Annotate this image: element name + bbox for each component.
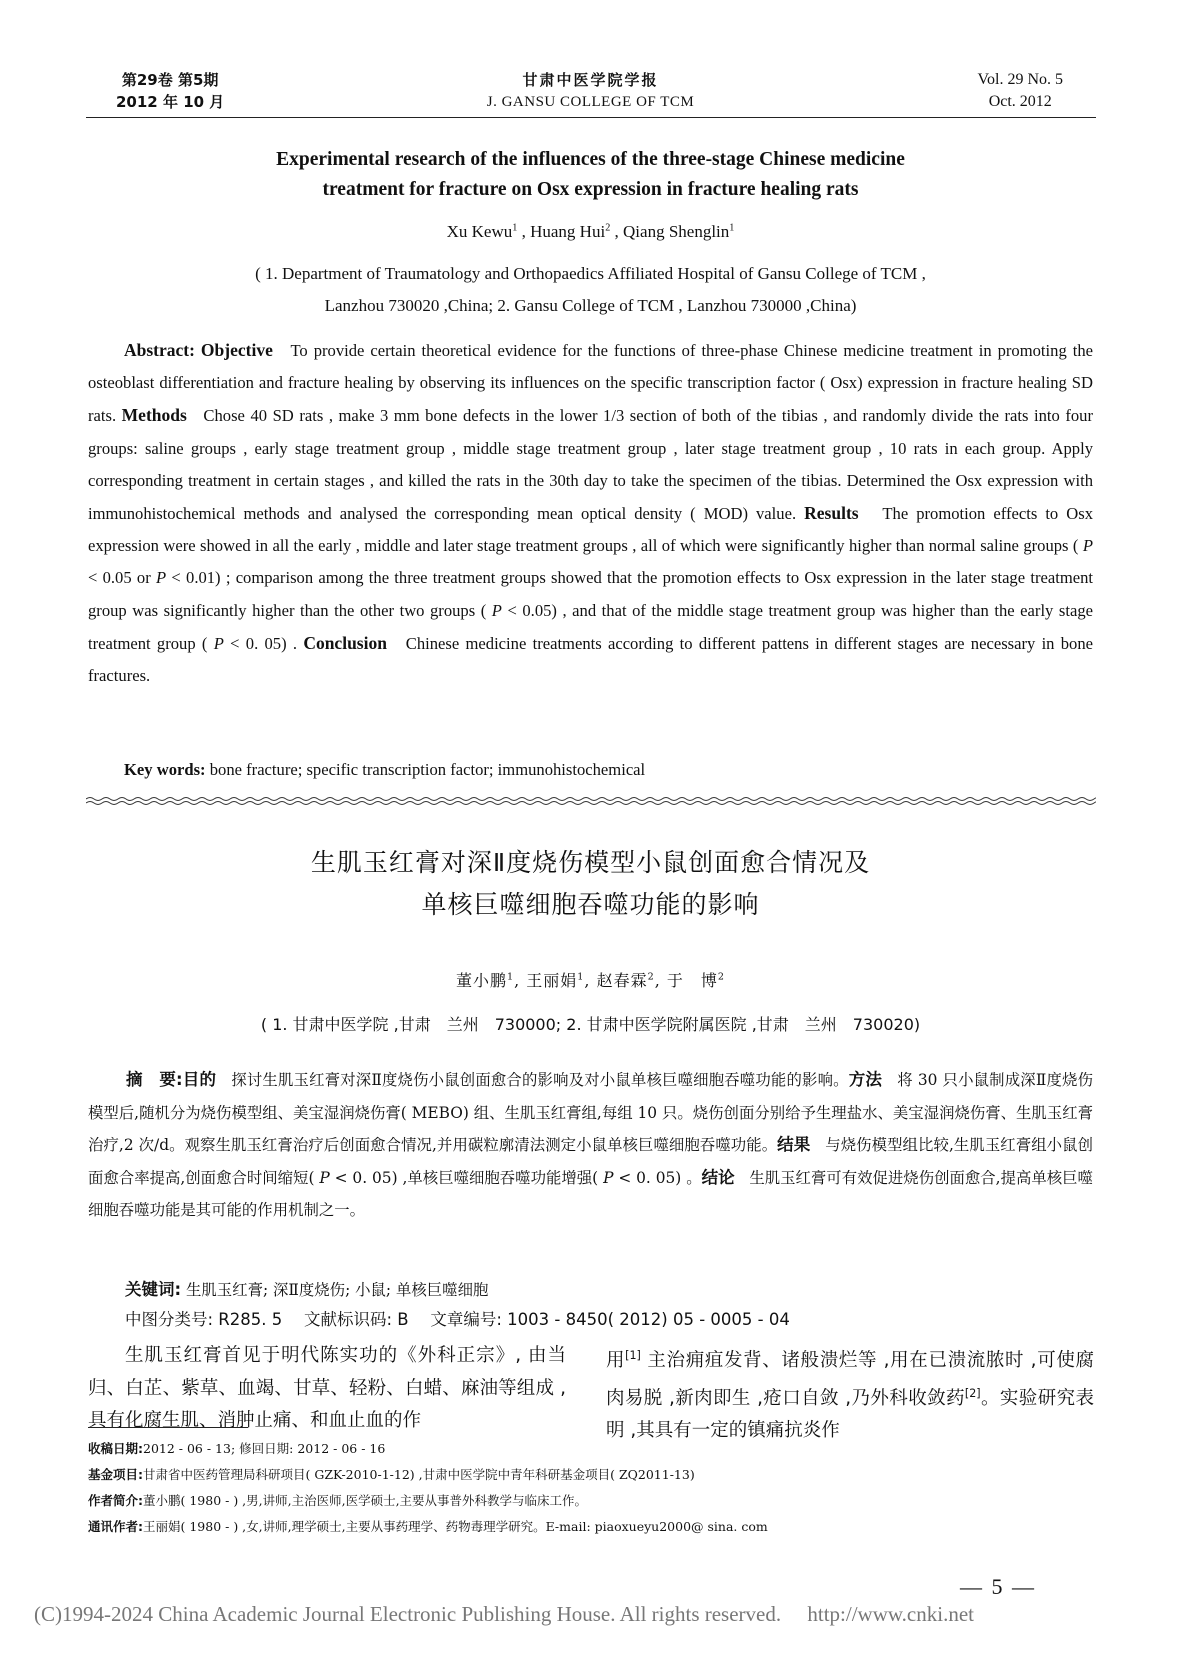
cn-results-label: 结果 <box>777 1135 811 1154</box>
cn-results-text: 与烧伤模型组比较,生肌玉红膏组小鼠创面愈合率提高,创面愈合时间缩短( <box>88 1136 1093 1187</box>
keywords-label: Key words: <box>124 760 206 779</box>
classification-line: 中图分类号: R285. 5 文献标识码: B 文章编号: 1003 - 8450( 2012) 05 - 0005 - 04 <box>125 1310 790 1329</box>
cn-p-symbol: P <box>603 1168 614 1187</box>
volume-en: Vol. 29 No. 5 <box>977 71 1063 88</box>
cn-abstract-label: 摘 要: <box>126 1070 183 1089</box>
p-symbol: P <box>1082 536 1093 556</box>
page-number: — 5 — <box>960 1574 1036 1599</box>
body-left-text: 生肌玉红膏首见于明代陈实功的《外科正宗》, 由当归、白芷、紫草、血竭、甘草、轻粉、白蜡、麻油等组成 ,具有化腐生肌、消肿止痛、和血止血的作 <box>88 1345 566 1431</box>
cn-author-3-affil: 2 <box>647 971 655 983</box>
p-symbol: P <box>213 633 224 653</box>
methods-label: Methods <box>121 405 187 426</box>
date-en: Oct. 2012 <box>988 93 1052 110</box>
cn-author-2: 王丽娟 <box>526 971 578 990</box>
cn-methods-text: 将 30 只小鼠制成深Ⅱ度烧伤模型后,随机分为烧伤模型组、美宝湿润烧伤膏( MEBO) 组、生肌玉红膏组,每组 10 只。烧伤创面分别给予生理盐水、美宝湿润烧伤膏、生肌玉红膏治疗,2 次/d。观察生肌玉红膏治疗后创面愈合情况,并用碳粒廓清法测定小鼠单核巨噬细胞吞噬功能。 <box>88 1071 1093 1154</box>
results-text-2: < 0.05 or <box>88 568 151 588</box>
footnote-fund <box>88 1462 1098 1488</box>
author-1: Xu Kewu <box>446 222 513 241</box>
cn-author-3: 赵春霖 <box>596 971 648 990</box>
received-label: 收稿日期: <box>88 1441 143 1456</box>
author-3-affil: 1 <box>729 222 735 234</box>
copyright-text: (C)1994-2024 China Academic Journal Electronic Publishing House. All rights reserved. <box>34 1602 782 1626</box>
cn-objective-text: 探讨生肌玉红膏对深Ⅱ度烧伤小鼠创面愈合的影响及对小鼠单核巨噬细胞吞噬功能的影响。 <box>231 1071 849 1089</box>
results-text-5: < 0. 05) . <box>230 633 298 653</box>
results-text-1: The promotion effects to Osx expression were showed in all the early , middle and later stage treatment groups , all of which were significantly higher than normal saline groups ( <box>88 504 1093 556</box>
cn-conclusion-text: 生肌玉红膏可有效促进烧伤创面愈合,提高单核巨噬细胞吞噬功能是其可能的作用机制之一。 <box>88 1168 1093 1219</box>
cn-author-1-affil: 1 <box>507 971 515 983</box>
header-rule <box>86 117 1096 118</box>
author-2-affil: 2 <box>605 222 611 234</box>
conclusion-label: Conclusion <box>303 632 387 653</box>
journal-name-en: J. GANSU COLLEGE OF TCM <box>486 94 695 110</box>
cn-author-4-affil: 2 <box>717 971 725 983</box>
author-bio-text: 董小鹏( 1980 - ) ,男,讲师,主治医师,医学硕士,主要从事普外科教学与临床工作。 <box>143 1493 588 1508</box>
p-symbol: P <box>156 568 167 588</box>
english-title <box>0 145 1181 205</box>
english-keywords <box>124 760 645 780</box>
chinese-title-line-2: 单核巨噬细胞吞噬功能的影响 <box>421 890 760 919</box>
cn-results-text-2: < 0. 05) ,单核巨噬细胞吞噬功能增强( <box>334 1168 599 1187</box>
english-abstract <box>88 334 1093 692</box>
body-right-text-2: 主治痈疽发背、诸般溃烂等 ,用在已溃流脓时 ,可使腐肉易脱 ,新肉即生 ,疮口自敛 ,乃外科收敛药 <box>606 1350 1094 1409</box>
results-label: Results <box>804 503 859 524</box>
objective-text: To provide certain theoretical evidence for the functions of three-phase Chinese medicine treatment in promoting the osteoblast differentiation and fracture healing by observing its influences on the specific transcription factor ( Osx) expression in fracture healing SD rats. <box>88 341 1093 426</box>
chinese-title-line-1: 生肌玉红膏对深Ⅱ度烧伤模型小鼠创面愈合情况及 <box>310 848 871 877</box>
cn-methods-label: 方法 <box>848 1070 883 1089</box>
footnotes <box>88 1436 1098 1540</box>
journal-volume-issue-en <box>978 69 1064 113</box>
cn-keywords-text: 生肌玉红膏; 深Ⅱ度烧伤; 小鼠; 单核巨噬细胞 <box>186 1281 489 1299</box>
journal-name-cn: 甘肃中医学院学报 <box>522 71 659 89</box>
english-authors: Xu Kewu$^1$ , Huang Hui$^2$ , Qiang Shenglin$^1$ <box>446 222 735 241</box>
affiliation-line-2: Lanzhou 730020 ,China; 2. Gansu College of TCM , Lanzhou 730000 ,China) <box>324 296 857 315</box>
footnote-corresponding <box>88 1514 1098 1540</box>
english-title-line-2: treatment for fracture on Osx expression in fracture healing rats <box>322 179 859 200</box>
copyright-url[interactable]: http://www.cnki.net <box>807 1602 974 1626</box>
chinese-keywords <box>125 1276 488 1300</box>
fund-label: 基金项目: <box>88 1467 143 1482</box>
cn-author-1: 董小鹏 <box>455 971 507 990</box>
chinese-title <box>0 842 1181 926</box>
date-cn: 2012 年 10 月 <box>116 93 225 111</box>
results-text-3: < 0.01) ; comparison among the three treatment groups showed that the promotion effects to Osx expression in the later stage treatment group was significantly higher than the other two groups ( <box>88 568 1094 620</box>
author-2: Huang Hui <box>530 222 606 241</box>
cn-results-text-3: < 0. 05) 。 <box>618 1168 702 1187</box>
conclusion-text: Chinese medicine treatments according to different pattens in different stages are necessary in bone fractures. <box>88 633 1093 686</box>
english-title-line-1: Experimental research of the influences of the three-stage Chinese medicine <box>276 149 905 170</box>
results-text-4: < 0.05) , and that of the middle stage treatment group was higher than the early stage treatment group ( <box>88 600 1093 653</box>
affiliation-line-1: ( 1. Department of Traumatology and Orthopaedics Affiliated Hospital of Gansu College of TCM , <box>255 264 926 283</box>
methods-text: Chose 40 SD rats , make 3 mm bone defects in the lower 1/3 section of both of the tibias , and randomly divide the rats into four groups: saline groups , early stage treatment group , middle stage treatment group , later stage treatment group , 10 rats in each group. Apply corresponding treatment in certain stages , and killed the rats in the 30th day to take the specimen of the tibias. Determined the Osx expression with immunohistochemical methods and analysed the corresponding mean optical density ( MOD) value. <box>88 406 1093 524</box>
cn-conclusion-label: 结论 <box>701 1167 735 1187</box>
body-column-left <box>88 1340 566 1438</box>
objective-label: Objective <box>200 340 273 360</box>
body-right-text-1: 用 <box>606 1350 626 1372</box>
wavy-separator <box>86 796 1096 806</box>
chinese-abstract <box>88 1064 1093 1227</box>
abstract-label: Abstract: <box>124 340 195 360</box>
cn-objective-label: 目的 <box>182 1070 217 1089</box>
chinese-affiliations: ( 1. 甘肃中医学院 ,甘肃 兰州 730000; 2. 甘肃中医学院附属医院 ,甘肃 兰州 730020) <box>260 1015 921 1034</box>
body-column-right <box>606 1340 1094 1448</box>
copyright-watermark <box>34 1602 974 1627</box>
volume-cn: 第29卷 第5期 <box>121 71 219 89</box>
chinese-authors: 董小鹏$^1$, 王丽娟$^1$, 赵春霖$^2$, 于 博$^2$ <box>455 971 725 990</box>
cn-author-2-affil: 1 <box>577 971 585 983</box>
footnote-received <box>88 1436 1098 1462</box>
author-1-affil: 1 <box>512 222 518 234</box>
keywords-text: bone fracture; specific transcription factor; immunohistochemical <box>209 760 646 779</box>
received-text: 2012 - 06 - 13; 修回日期: 2012 - 06 - 16 <box>143 1441 386 1456</box>
cn-keywords-label: 关键词: <box>125 1280 182 1299</box>
author-bio-label: 作者简介: <box>88 1493 143 1508</box>
author-3: Qiang Shenglin <box>623 222 730 241</box>
english-affiliations <box>0 258 1181 322</box>
citation-1: [1] <box>625 1349 641 1362</box>
cn-author-4: 于 博 <box>666 971 718 990</box>
body-right-text-3: 。实验研究表明 ,其具有一定的镇痛抗炎作 <box>606 1387 1094 1442</box>
corresponding-label: 通讯作者: <box>88 1519 143 1534</box>
corresponding-text: 王丽娟( 1980 - ) ,女,讲师,理学硕士,主要从事药理学、药物毒理学研究。E-mail: piaoxueyu2000@ sina. com <box>143 1519 768 1534</box>
footnote-author <box>88 1488 1098 1514</box>
footnote-rule <box>88 1427 248 1428</box>
p-symbol: P <box>491 600 502 620</box>
cn-p-symbol: P <box>319 1168 330 1187</box>
citation-2: [2] <box>964 1386 981 1400</box>
fund-text: 甘肃省中医药管理局科研项目( GZK-2010-1-12) ,甘肃中医学院中青年科研基金项目( ZQ2011-13) <box>143 1467 695 1482</box>
